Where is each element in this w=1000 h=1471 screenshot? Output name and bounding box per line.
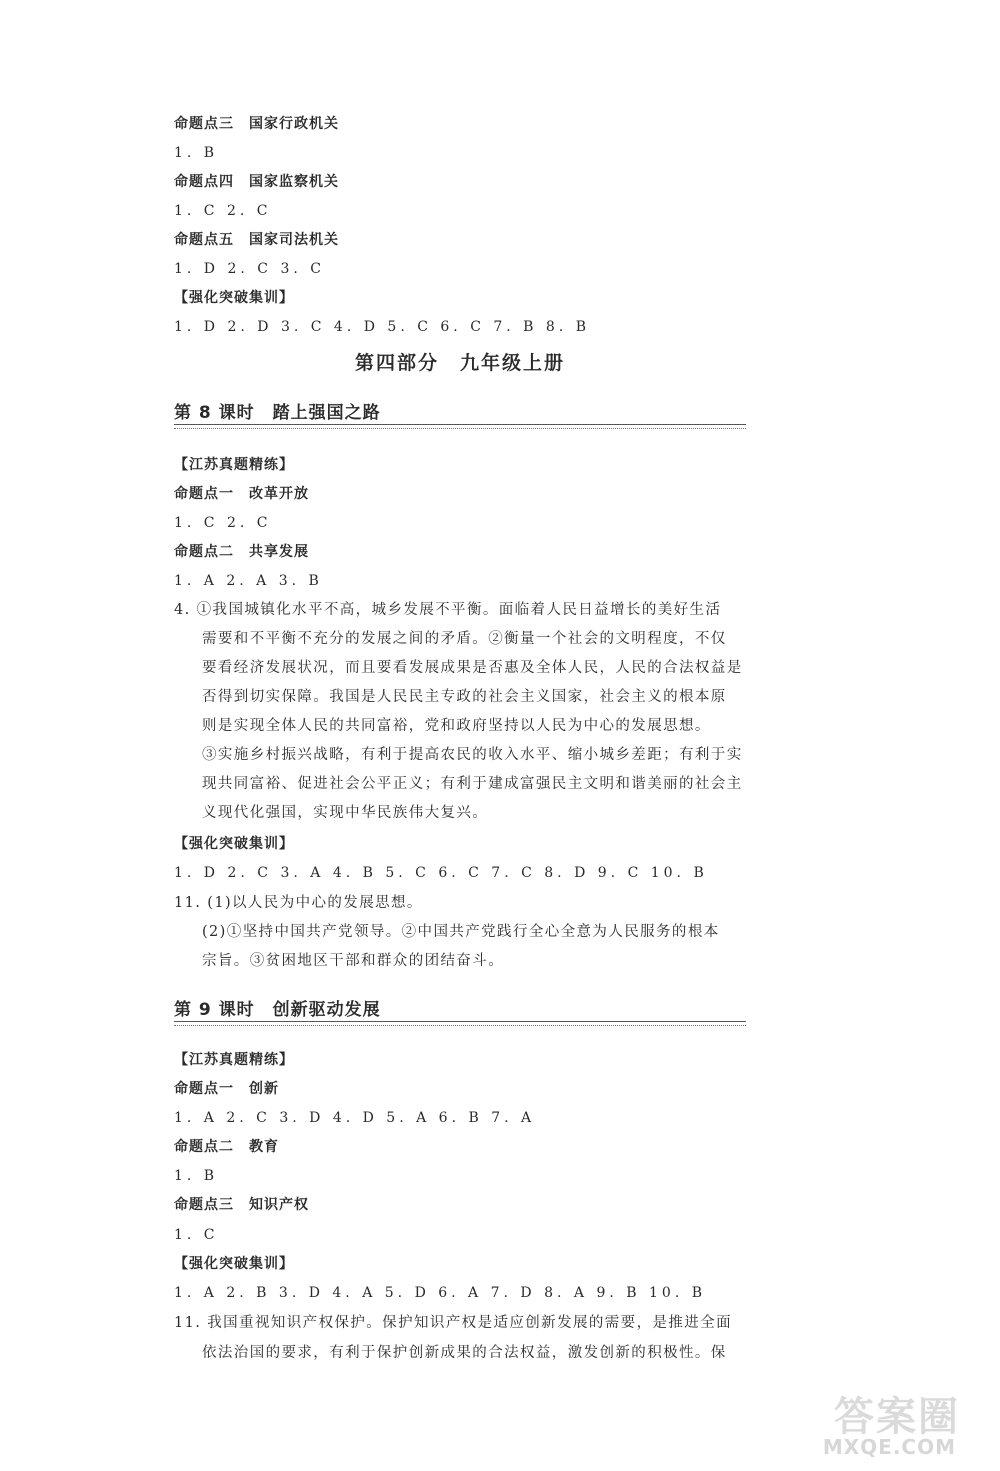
watermark-logo: [750, 1385, 970, 1465]
q4-line: 否得到切实保障。我国是人民民主专政的社会主义国家，社会主义的根本原: [202, 689, 727, 705]
lesson-9-rule-dotted: [174, 1025, 746, 1026]
l8-q11-line: 11. (1)以人民为中心的发展思想。: [174, 895, 423, 911]
l8-point-1-answers: 1. C 2. C: [174, 515, 272, 531]
q4-line: 现共同富裕、促进社会公平正义；有利于建成富强民主文明和谐美丽的社会主: [202, 776, 743, 792]
l9-point-2-heading: 命题点二 教育: [174, 1139, 279, 1155]
lesson-9-title: 第 9 课时 创新驱动发展: [174, 1000, 381, 1020]
q4-line: ③实施乡村振兴战略，有利于提高农民的收入水平、缩小城乡差距；有利于实: [202, 747, 743, 763]
q4-line: 4. ①我国城镇化水平不高，城乡发展不平衡。面临着人民日益增长的美好生活: [174, 602, 722, 618]
point-4-answers: 1. C 2. C: [174, 203, 272, 219]
training-heading: 【强化突破集训】: [174, 290, 294, 306]
l8-training-answers: 1. D 2. C 3. A 4. B 5. C 6. C 7. C 8. D 9. C 10. B: [174, 865, 708, 881]
l8-point-1-heading: 命题点一 改革开放: [174, 486, 309, 502]
l9-training-answers: 1. A 2. B 3. D 4. A 5. D 6. A 7. D 8. A 9. B 10. B: [174, 1285, 707, 1301]
l9-point-3-heading: 命题点三 知识产权: [174, 1197, 309, 1213]
part-title: 第四部分 九年级上册: [354, 352, 565, 374]
lesson-8-rule-dotted: [174, 428, 746, 429]
l9-point-1-heading: 命题点一 创新: [174, 1081, 279, 1097]
l9-point-3-answers: 1. C: [174, 1227, 219, 1243]
l9-training-heading: 【强化突破集训】: [174, 1256, 294, 1272]
l8-point-2-answers: 1. A 2. A 3. B: [174, 573, 323, 589]
l9-q11-line: 依法治国的要求，有利于保护创新成果的合法权益，激发创新的积极性。保: [202, 1345, 727, 1361]
l8-q11-line: (2)①坚持中国共产党领导。②中国共产党践行全心全意为人民服务的根本: [202, 924, 720, 940]
l9-point-1-answers: 1. A 2. C 3. D 4. D 5. A 6. B 7. A: [174, 1110, 536, 1126]
point-4-heading: 命题点四 国家监察机关: [174, 174, 339, 190]
jiangsu-heading: 【江苏真题精练】: [174, 457, 294, 473]
l9-jiangsu-heading: 【江苏真题精练】: [174, 1052, 294, 1068]
l8-q11-line: 宗旨。③贫困地区干部和群众的团结奋斗。: [202, 953, 505, 969]
lesson-9-rule: [174, 1021, 746, 1022]
l8-training-heading: 【强化突破集训】: [174, 836, 294, 852]
q4-line: 义现代化强国，实现中华民族伟大复兴。: [202, 805, 489, 821]
point-5-heading: 命题点五 国家司法机关: [174, 232, 339, 248]
lesson-8-title: 第 8 课时 踏上强国之路: [174, 403, 381, 423]
lesson-8-rule: [174, 424, 746, 425]
point-5-answers: 1. D 2. C 3. C: [174, 261, 325, 277]
watermark-brand: 答案圈: [834, 1394, 960, 1440]
point-3-answers: 1. B: [174, 145, 219, 161]
watermark-url: MXQE.COM: [822, 1435, 956, 1459]
point-3-heading: 命题点三 国家行政机关: [174, 116, 339, 132]
l9-q11-line: 11. 我国重视知识产权保护。保护知识产权是适应创新发展的需要，是推进全面: [174, 1315, 732, 1331]
l9-point-2-answers: 1. B: [174, 1168, 219, 1184]
q4-line: 需要和不平衡不充分的发展之间的矛盾。②衡量一个社会的文明程度，不仅: [202, 631, 727, 647]
q4-line: 则是实现全体人民的共同富裕，党和政府坚持以人民为中心的发展思想。: [202, 718, 711, 734]
q4-line: 要看经济发展状况，而且要看发展成果是否惠及全体人民，人民的合法权益是: [202, 660, 743, 676]
training-answers: 1. D 2. D 3. C 4. D 5. C 6. C 7. B 8. B: [174, 319, 590, 335]
l8-point-2-heading: 命题点二 共享发展: [174, 544, 309, 560]
